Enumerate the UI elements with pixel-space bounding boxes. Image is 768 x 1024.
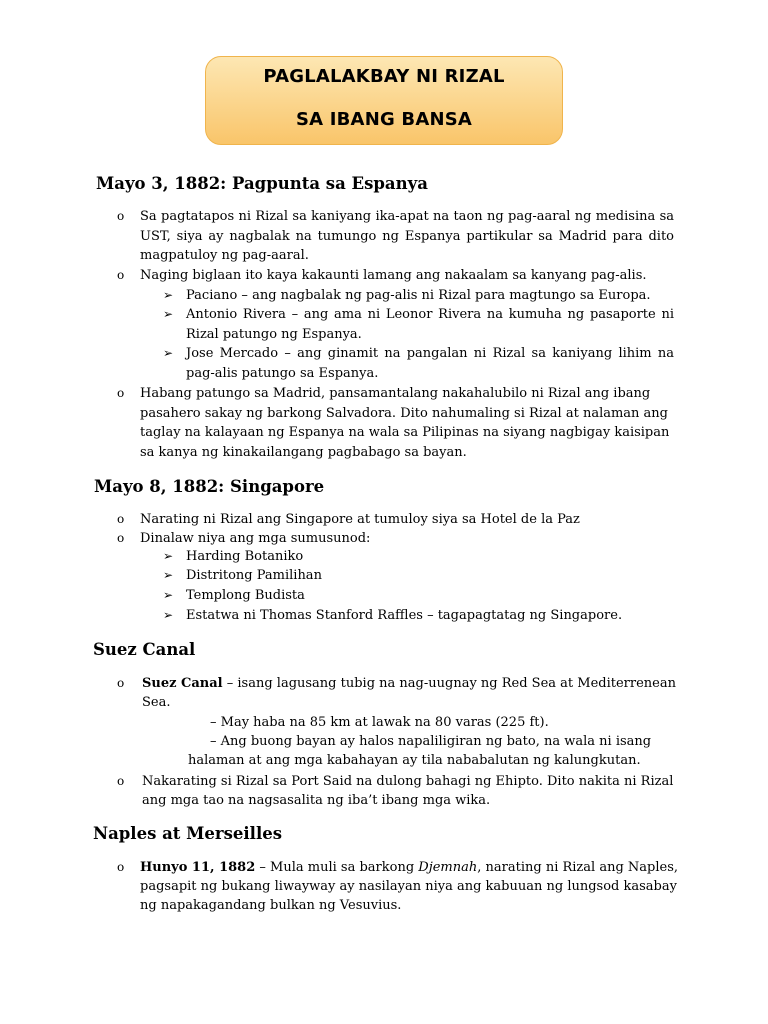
item-jose-mercado: Jose Mercado – ang ginamit na pangalan ni Rizal sa kaniyang lihim na pag-alis patungo sa Espanya. bbox=[186, 346, 674, 381]
detail-bayan-cont: halaman at ang mga kabahayan ay tila nababalutan ng kalungkutan. bbox=[188, 753, 641, 768]
paragraph-suez-definition bbox=[142, 674, 676, 694]
paragraph-biglaan: Naging biglaan ito kaya kakaunti lamang ang nakaalam sa kanyang pag-alis. bbox=[140, 268, 647, 283]
item-estatwa-raffles: Estatwa ni Thomas Stanford Raffles – tagapagtatag ng Singapore. bbox=[186, 608, 623, 623]
text-mula: – Mula muli sa barkong bbox=[255, 860, 419, 875]
section-heading-singapore: Mayo 8, 1882: Singapore bbox=[94, 477, 325, 496]
bullet-circle: o bbox=[117, 774, 125, 788]
bullet-circle: o bbox=[117, 676, 125, 690]
paragraph-suez-definition-cont: Sea. bbox=[142, 695, 171, 710]
item-distritong-pamilihan: Distritong Pamilihan bbox=[186, 568, 322, 583]
paragraph-port-said: Nakarating si Rizal sa Port Said na dulong bahagi ng Ehipto. Dito nakita ni Rizal bbox=[142, 774, 674, 789]
paragraph-pagtatapos: Sa pagtatapos ni Rizal sa kaniyang ika-apat na taon ng pag-aaral ng medisina sa UST, siya ay nagbalak na tumungo ng Espanya partikular sa Madrid para dito magpatuloy ng pag-aaral. bbox=[140, 209, 674, 263]
item-templong-budista: Templong Budista bbox=[186, 588, 305, 603]
arrow-bullet: ➢ bbox=[163, 549, 174, 563]
title-line-1: PAGLALAKBAY NI RIZAL bbox=[263, 66, 505, 87]
ship-name: Djemnah bbox=[418, 860, 478, 875]
term-suez-canal: Suez Canal bbox=[142, 676, 223, 691]
bullet-circle: o bbox=[117, 512, 125, 526]
paragraph-hunyo-l3: ng napakagandang bulkan ng Vesuvius. bbox=[140, 898, 402, 913]
paragraph-hunyo-l2: pagsapit ng bukang liwayway ay nasilayan niya ang kabuuan ng lungsod kasabay bbox=[140, 879, 677, 894]
arrow-bullet: ➢ bbox=[163, 608, 174, 622]
item-antonio-rivera: Antonio Rivera – ang ama ni Leonor Rivera na kumuha ng pasaporte ni Rizal patungo ng Espanya. bbox=[186, 307, 674, 342]
bullet-circle: o bbox=[117, 209, 125, 223]
paragraph-hunyo bbox=[140, 858, 678, 878]
bullet-circle: o bbox=[117, 860, 125, 874]
text-narating: , narating ni Rizal ang Naples, bbox=[477, 860, 679, 875]
detail-haba: – May haba na 85 km at lawak na 80 varas (225 ft). bbox=[210, 715, 549, 730]
section-heading-naples: Naples at Merseilles bbox=[93, 824, 283, 843]
paragraph-madrid: Habang patungo sa Madrid, pansamantalang nakahalubilo ni Rizal ang ibang pasahero sakay ng barkong Salvadora. Dito nahumaling si Rizal at nalaman ang taglay na kalayaan ng Espanya na wala sa Pilipinas na siyang nagbigay kaisipan sa kanya ng kinakailangang pagbabago sa bayan. bbox=[140, 386, 670, 460]
section-heading-espanya: Mayo 3, 1882: Pagpunta sa Espanya bbox=[96, 174, 428, 193]
paragraph-narating-singapore: Narating ni Rizal ang Singapore at tumuloy siya sa Hotel de la Paz bbox=[140, 512, 580, 527]
arrow-bullet: ➢ bbox=[163, 307, 174, 321]
arrow-bullet: ➢ bbox=[163, 568, 174, 582]
paragraph-dinalaw: Dinalaw niya ang mga sumusunod: bbox=[140, 531, 371, 546]
definition-text: – isang lagusang tubig na nag-uugnay ng Red Sea at Mediterrenean bbox=[222, 676, 676, 691]
title-box bbox=[205, 56, 563, 145]
date-hunyo-11: Hunyo 11, 1882 bbox=[140, 860, 256, 875]
bullet-circle: o bbox=[117, 268, 125, 282]
detail-bayan: – Ang buong bayan ay halos napaliligiran ng bato, na wala ni isang bbox=[210, 734, 652, 749]
title-line-2: SA IBANG BANSA bbox=[295, 109, 473, 130]
arrow-bullet: ➢ bbox=[163, 346, 174, 360]
bullet-circle: o bbox=[117, 531, 125, 545]
paragraph-port-said-cont: ang mga tao na nagsasalita ng iba’t ibang mga wika. bbox=[142, 793, 491, 808]
bullet-circle: o bbox=[117, 386, 125, 400]
item-paciano: Paciano – ang nagbalak ng pag-alis ni Rizal para magtungo sa Europa. bbox=[186, 288, 651, 303]
arrow-bullet: ➢ bbox=[163, 588, 174, 602]
section-heading-suez-canal: Suez Canal bbox=[93, 640, 196, 659]
arrow-bullet: ➢ bbox=[163, 288, 174, 302]
item-harding-botaniko: Harding Botaniko bbox=[186, 549, 304, 564]
